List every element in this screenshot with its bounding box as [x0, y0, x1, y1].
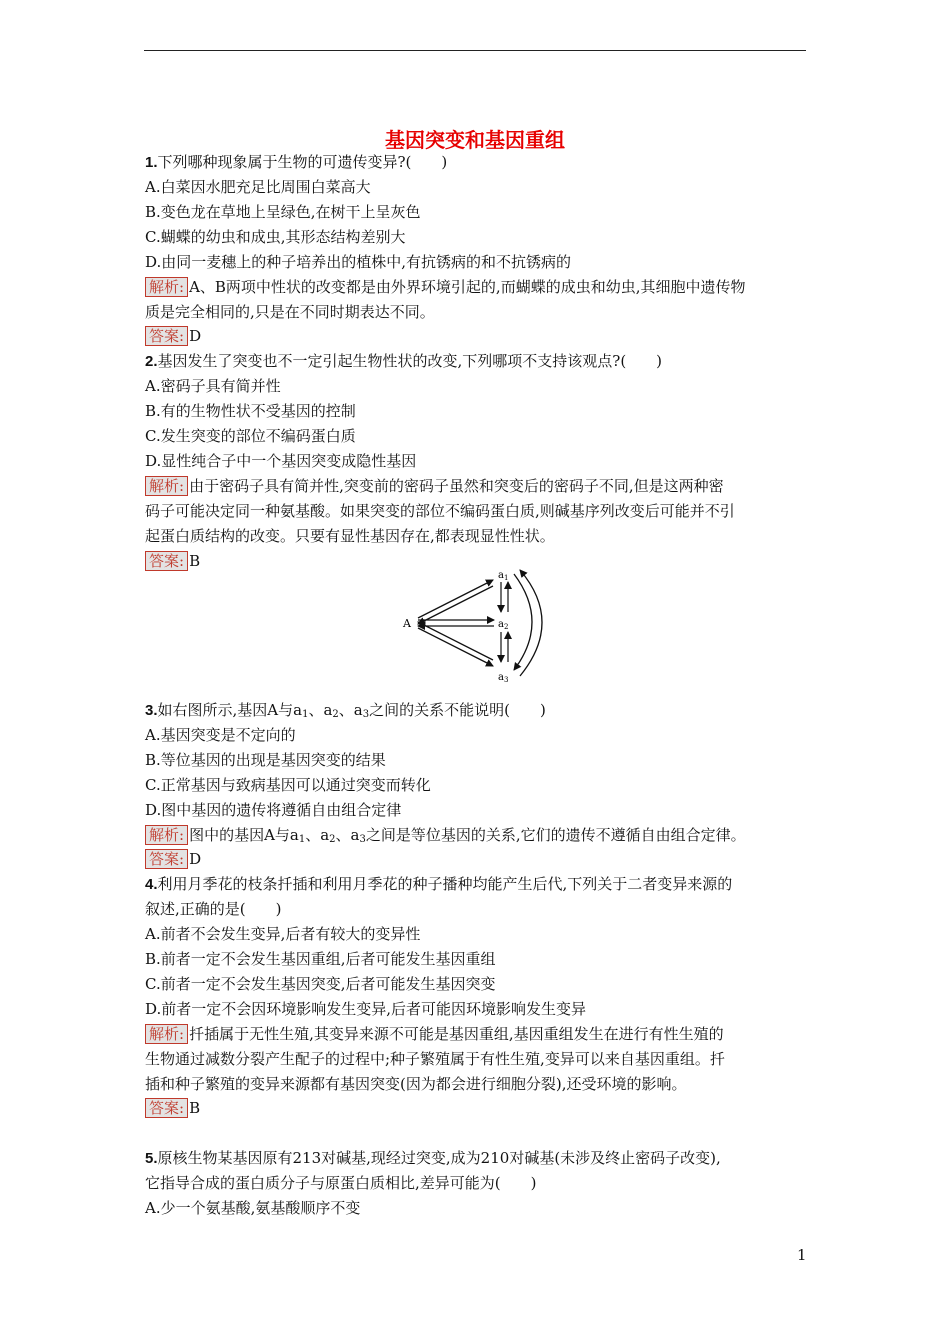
- arrow-a1-to-a3: [514, 574, 532, 670]
- q4-stem: 4.利用月季花的枝条扦插和利用月季花的种子播种均能产生后代,下列关于二者变异来源的: [145, 875, 733, 893]
- q4-analysis: 解析: 扦插属于无性生殖,其变异来源不可能是基因重组,基因重组发生在进行有性生殖的: [145, 1024, 724, 1044]
- q2-stem: 2.基因发生了突变也不一定引起生物性状的改变,下列哪项不支持该观点?( ): [145, 352, 663, 370]
- page-title: 基因突变和基因重组: [385, 128, 565, 152]
- q1-option-c: C.蝴蝶的幼虫和成虫,其形态结构差别大: [145, 228, 406, 246]
- q3-answer: 答案: D: [145, 849, 201, 869]
- node-a-label: A: [403, 617, 411, 630]
- q3-stem: 3.如右图所示,基因A与$a_1$、$a_2$、$a_3$之间的关系不能说明( ): [145, 701, 546, 720]
- q4-option-a: A.前者不会发生变异,后者有较大的变异性: [145, 925, 421, 943]
- page-number: 1: [797, 1246, 807, 1264]
- analysis-tag: 解析:: [145, 476, 188, 496]
- answer-tag: 答案:: [145, 326, 188, 346]
- q4-answer: 答案: B: [145, 1098, 200, 1118]
- q1-answer: 答案: D: [145, 326, 201, 346]
- q2-analysis-cont: 码子可能决定同一种氨基酸。如果突变的部位不编码蛋白质,则碱基序列改变后可能并不引: [145, 502, 735, 520]
- q2-analysis: 解析: 由于密码子具有简并性,突变前的密码子虽然和突变后的密码子不同,但是这两种密: [145, 476, 724, 496]
- q3-option-d: D.图中基因的遗传将遵循自由组合定律: [145, 801, 402, 819]
- arrow-a3-to-a: [418, 622, 493, 660]
- analysis-tag: 解析:: [145, 1024, 188, 1044]
- q4-analysis-cont: 生物通过减数分裂产生配子的过程中;种子繁殖属于有性生殖,变异可以来自基因重组。扦: [145, 1050, 725, 1068]
- q4-analysis-cont2: 插和种子繁殖的变异来源都有基因突变(因为都会进行细胞分裂),还受环境的影响。: [145, 1075, 687, 1093]
- allele-mutation-diagram: [400, 566, 560, 684]
- header-rule: [144, 50, 806, 51]
- arrow-a1-to-a: [418, 586, 493, 624]
- q2-option-d: D.显性纯合子中一个基因突变成隐性基因: [145, 452, 417, 470]
- q2-option-c: C.发生突变的部位不编码蛋白质: [145, 427, 356, 445]
- q5-option-a: A.少一个氨基酸,氨基酸顺序不变: [145, 1199, 361, 1217]
- arrow-a-to-a3: [418, 628, 493, 666]
- q3-option-a: A.基因突变是不定向的: [145, 726, 296, 744]
- q1-analysis-cont: 质是完全相同的,只是在不同时期表达不同。: [145, 303, 435, 321]
- q5-stem: 5.原核生物某基因原有213对碱基,现经过突变,成为210对碱基(未涉及终止密码子改变),: [145, 1149, 721, 1167]
- arrow-a-to-a1: [418, 580, 493, 618]
- q4-option-c: C.前者一定不会发生基因突变,后者可能发生基因突变: [145, 975, 496, 993]
- q3-option-b: B.等位基因的出现是基因突变的结果: [145, 751, 386, 769]
- q4-stem-cont: 叙述,正确的是( ): [145, 900, 282, 918]
- q1-option-b: B.变色龙在草地上呈绿色,在树干上呈灰色: [145, 203, 421, 221]
- q4-option-d: D.前者一定不会因环境影响发生变异,后者可能因环境影响发生变异: [145, 1000, 587, 1018]
- q2-option-a: A.密码子具有简并性: [145, 377, 281, 395]
- q1-stem: 1.下列哪种现象属于生物的可遗传变异?( ): [145, 153, 448, 171]
- node-a3-label: $a_3$: [498, 672, 509, 684]
- q2-analysis-cont2: 起蛋白质结构的改变。只要有显性基因存在,都表现显性性状。: [145, 527, 555, 545]
- arrow-a3-to-a1: [520, 570, 542, 676]
- q3-option-c: C.正常基因与致病基因可以通过突变而转化: [145, 776, 431, 794]
- answer-tag: 答案:: [145, 849, 188, 869]
- q5-stem-cont: 它指导合成的蛋白质分子与原蛋白质相比,差异可能为( ): [145, 1174, 537, 1192]
- answer-tag: 答案:: [145, 551, 188, 571]
- q1-option-d: D.由同一麦穗上的种子培养出的植株中,有抗锈病的和不抗锈病的: [145, 253, 572, 271]
- q1-analysis: 解析: A、B两项中性状的改变都是由外界环境引起的,而蝴蝶的成虫和幼虫,其细胞中遗传物: [145, 277, 745, 297]
- answer-tag: 答案:: [145, 1098, 188, 1118]
- q4-option-b: B.前者一定不会发生基因重组,后者可能发生基因重组: [145, 950, 496, 968]
- q3-analysis: 解析: 图中的基因A与$a_1$、$a_2$、$a_3$之间是等位基因的关系,它们的遗传不遵循自由组合定律。: [145, 825, 746, 850]
- node-a1-label: $a_1$: [498, 570, 509, 582]
- q2-answer: 答案: B: [145, 551, 200, 571]
- node-a2-label: $a_2$: [498, 619, 509, 631]
- analysis-tag: 解析:: [145, 277, 188, 297]
- q2-option-b: B.有的生物性状不受基因的控制: [145, 402, 356, 420]
- q1-option-a: A.白菜因水肥充足比周围白菜高大: [145, 178, 371, 196]
- analysis-tag: 解析:: [145, 825, 188, 845]
